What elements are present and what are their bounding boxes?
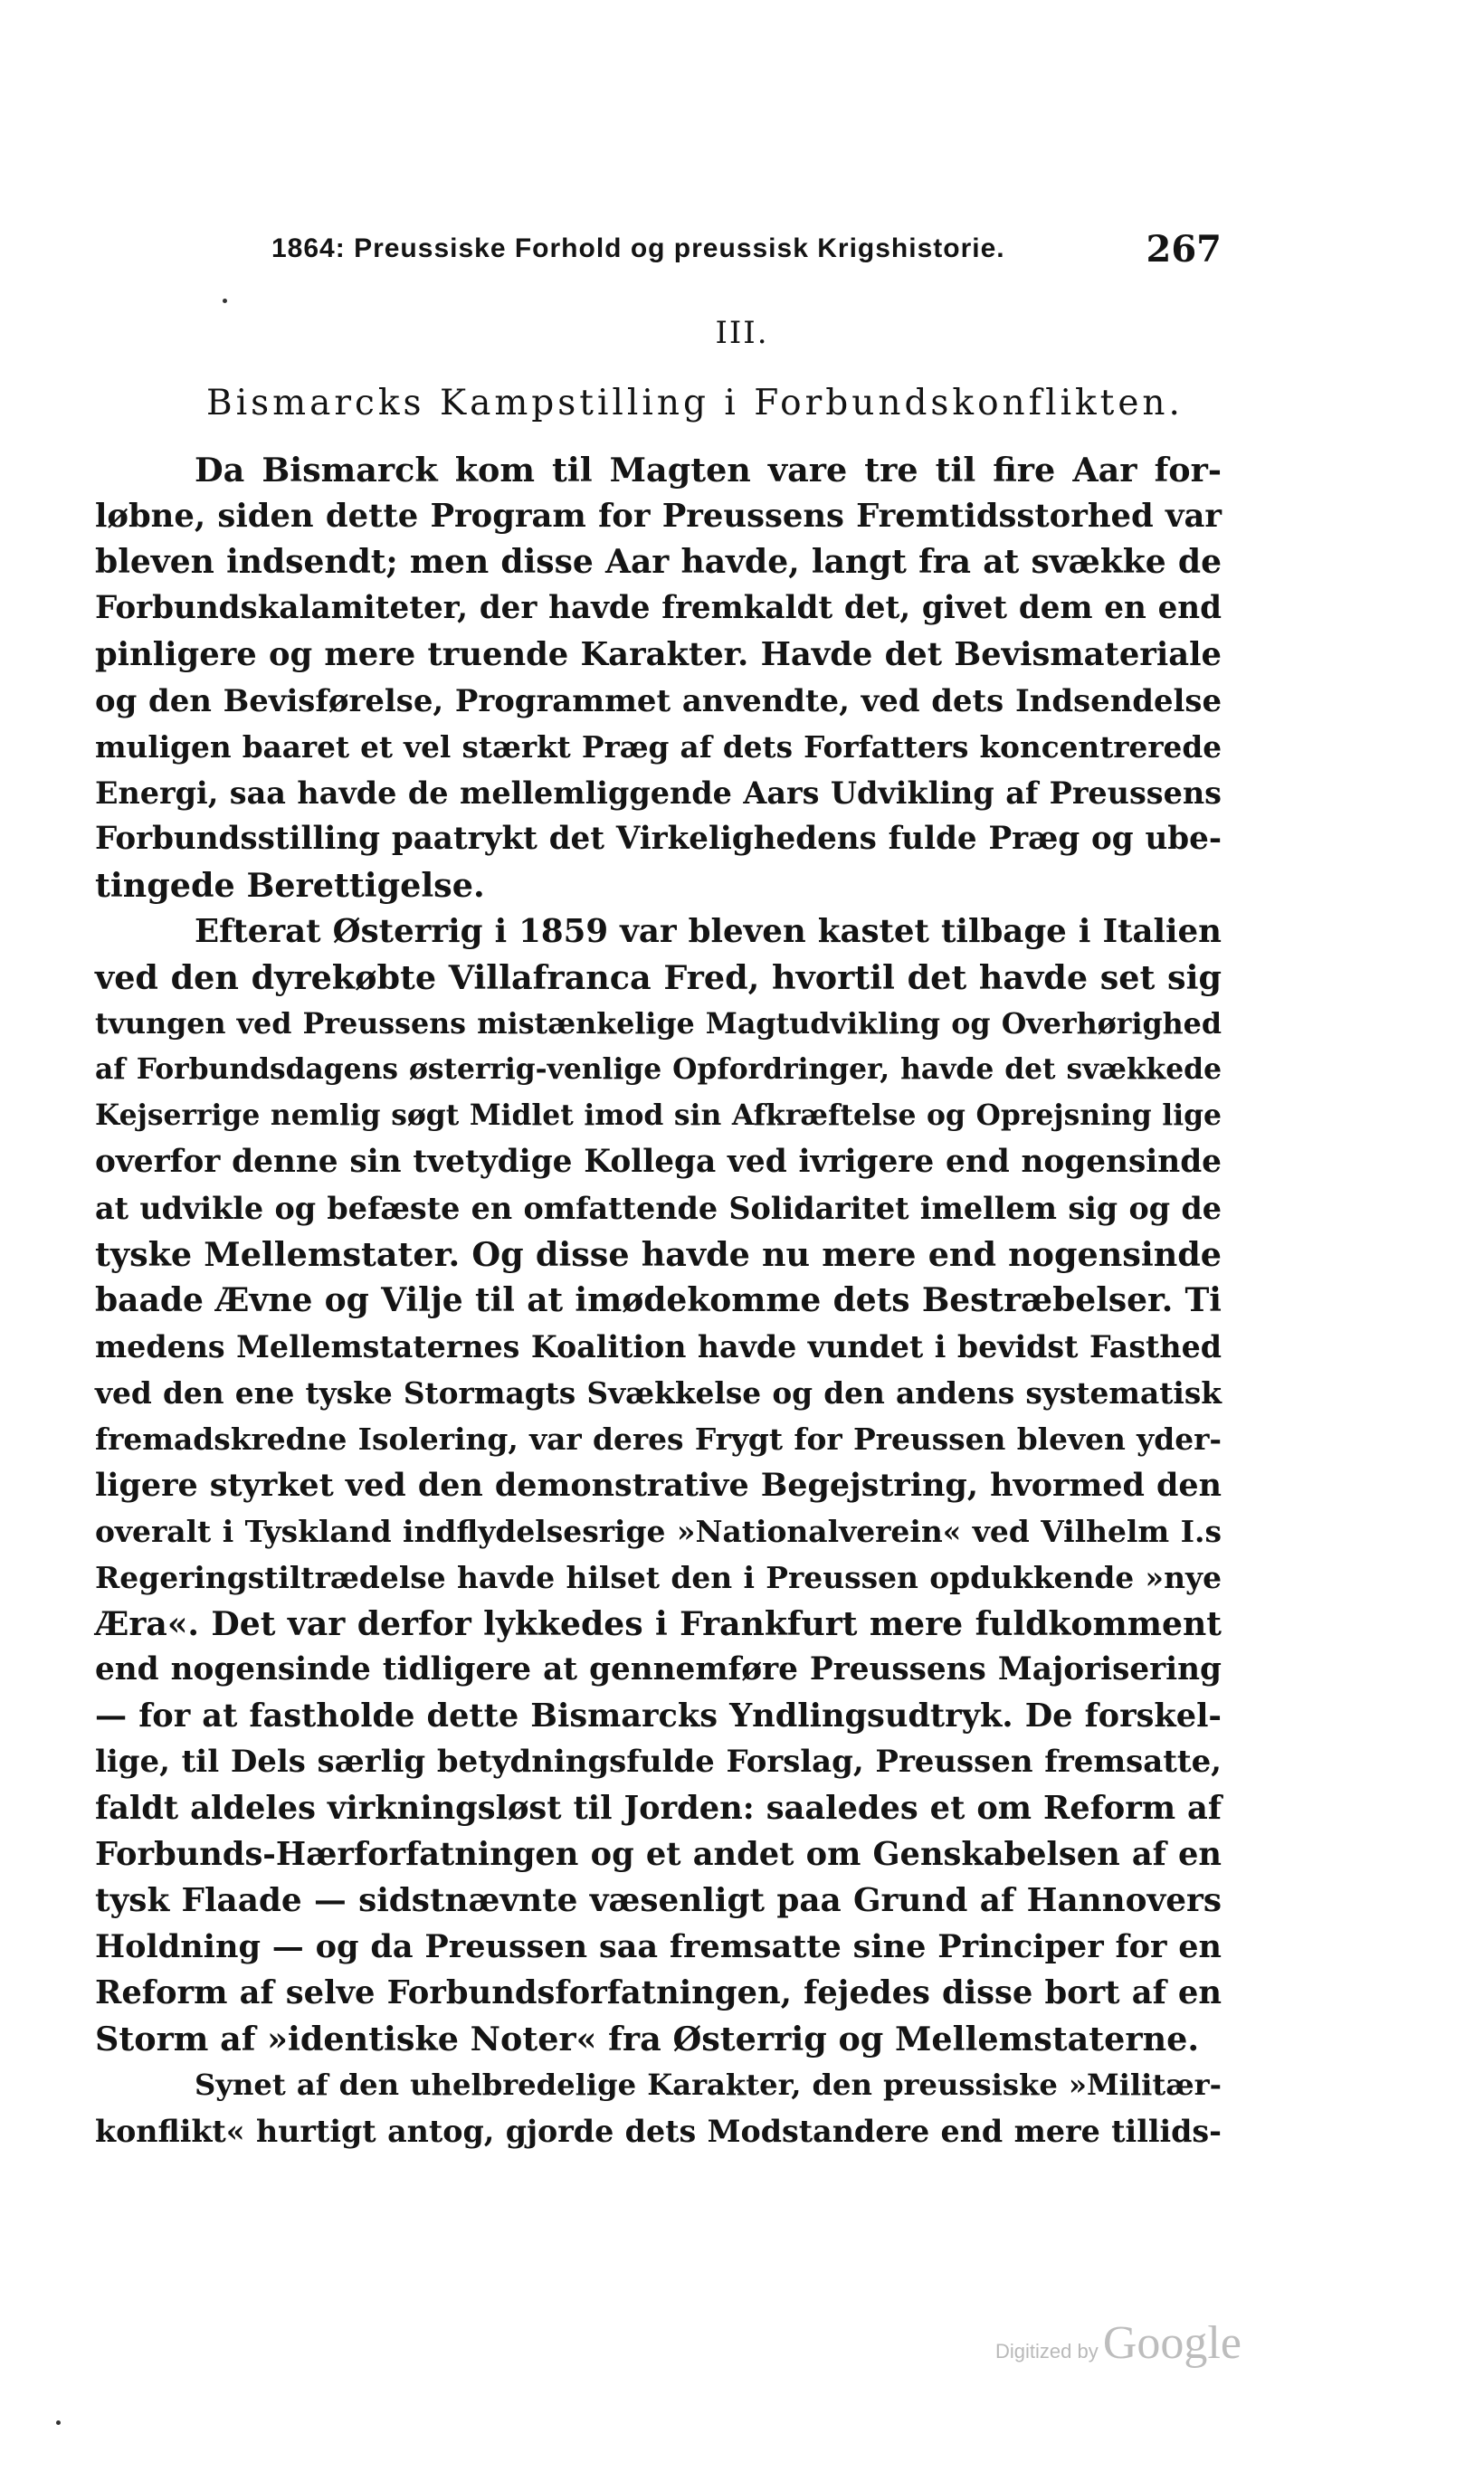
ink-speck (223, 299, 227, 303)
text-line: baade Ævne og Vilje til at imødekomme dets Bestræbelser. Ti (95, 1281, 1222, 1319)
text-line: og den Bevisførelse, Programmet anvendte, ved dets Indsendelse (95, 682, 1222, 718)
text-line: Reform af selve Forbundsforfatningen, fejedes disse bort af en (95, 1974, 1222, 2011)
text-line: faldt aldeles virkningsløst til Jorden: saaledes et om Reform af (95, 1790, 1222, 1827)
text-line: ligere styrket ved den demonstrative Begejstring, hvormed den (95, 1467, 1222, 1504)
section-number: III. (715, 315, 769, 351)
text-line: løbne, siden dette Program for Preussens Fremtidsstorhed var (95, 498, 1222, 535)
text-line: af Forbundsdagens østerrig-venlige Opfordringer, havde det svækkede (95, 1053, 1222, 1086)
running-head (271, 228, 1222, 279)
text-line: Regeringstiltrædelse havde hilset den i Preussen opdukkende »nye (95, 1560, 1222, 1595)
body-text (95, 447, 1222, 2154)
page-number: 267 (1146, 228, 1222, 271)
text-line: end nogensinde tidligere at gennemføre Preussens Majorisering (95, 1651, 1222, 1688)
ink-speck (56, 2420, 61, 2425)
text-line: tvungen ved Preussens mistænkelige Magtudvikling og Overhørighed (95, 1007, 1222, 1041)
text-line: bleven indsendt; men disse Aar havde, langt fra at svække de (95, 543, 1222, 581)
text-line: overfor denne sin tvetydige Kollega ved ivrigere end nogensinde (95, 1144, 1222, 1180)
text-line: medens Mellemstaternes Koalition havde vundet i bevidst Fasthed (95, 1329, 1222, 1364)
watermark-prefix: Digitized by (995, 2340, 1099, 2363)
text-line: ved den dyrekøbte Villafranca Fred, hvortil det havde set sig (95, 958, 1222, 997)
text-line: at udvikle og befæste en omfattende Solidaritet imellem sig og de (95, 1191, 1222, 1226)
google-watermark (995, 2316, 1285, 2371)
text-line: pinligere og mere truende Karakter. Havde det Bevismateriale (95, 636, 1222, 673)
text-line: lige, til Dels særlig betydningsfulde Forslag, Preussen fremsatte, (95, 1744, 1222, 1780)
text-line: Forbundsstilling paatrykt det Virkelighedens fulde Præg og ube- (95, 821, 1222, 857)
text-line: Synet af den uhelbredelige Karakter, den preussiske »Militær- (195, 2068, 1222, 2102)
text-line: Forbunds-Hærforfatningen og et andet om Genskabelsen af en (95, 1836, 1222, 1873)
chapter-title: Bismarcks Kampstilling i Forbundskonflikten. (206, 383, 1184, 423)
text-line: tyske Mellemstater. Og disse havde nu mere end nogensinde (95, 1235, 1222, 1274)
text-line: Storm af »identiske Noter« fra Østerrig og Mellemstaterne. (95, 2020, 1200, 2058)
running-title: 1864: Preussiske Forhold og preussisk Krigshistorie. (271, 233, 1005, 263)
text-line: — for at fastholde dette Bismarcks Yndlingsudtryk. De forskel- (95, 1697, 1222, 1735)
text-line: ved den ene tyske Stormagts Svækkelse og den andens systematisk (95, 1375, 1222, 1411)
text-line: Forbundskalamiteter, der havde fremkaldt det, givet dem en end (95, 590, 1222, 626)
text-line: Energi, saa havde de mellemliggende Aars Udvikling af Preussens (95, 775, 1222, 811)
text-line: tysk Flaade — sidstnævnte væsenligt paa Grund af Hannovers (95, 1881, 1222, 1919)
text-line: fremadskredne Isolering, var deres Frygt for Preussen bleven yder- (95, 1421, 1222, 1457)
text-line: Kejserrige nemlig søgt Midlet imod sin Afkræftelse og Oprejsning lige (95, 1099, 1222, 1132)
text-line: muligen baaret et vel stærkt Præg af dets Forfatters koncentrerede (95, 729, 1222, 765)
text-line: Æra«. Det var derfor lykkedes i Frankfurt mere fuldkomment (95, 1604, 1222, 1643)
google-logo: Google (1102, 2317, 1241, 2369)
text-line: Efterat Østerrig i 1859 var bleven kastet tilbage i Italien (195, 913, 1222, 950)
text-line: tingede Berettigelse. (95, 866, 485, 905)
text-line: overalt i Tyskland indflydelsesrige »Nationalverein« ved Vilhelm I.s (95, 1514, 1222, 1549)
text-line: Da Bismarck kom til Magten vare tre til fire Aar for- (195, 451, 1222, 490)
text-line: Holdning — og da Preussen saa fremsatte sine Principer for en (95, 1928, 1222, 1965)
text-line: konflikt« hurtigt antog, gjorde dets Modstandere end mere tillids- (95, 2114, 1222, 2149)
